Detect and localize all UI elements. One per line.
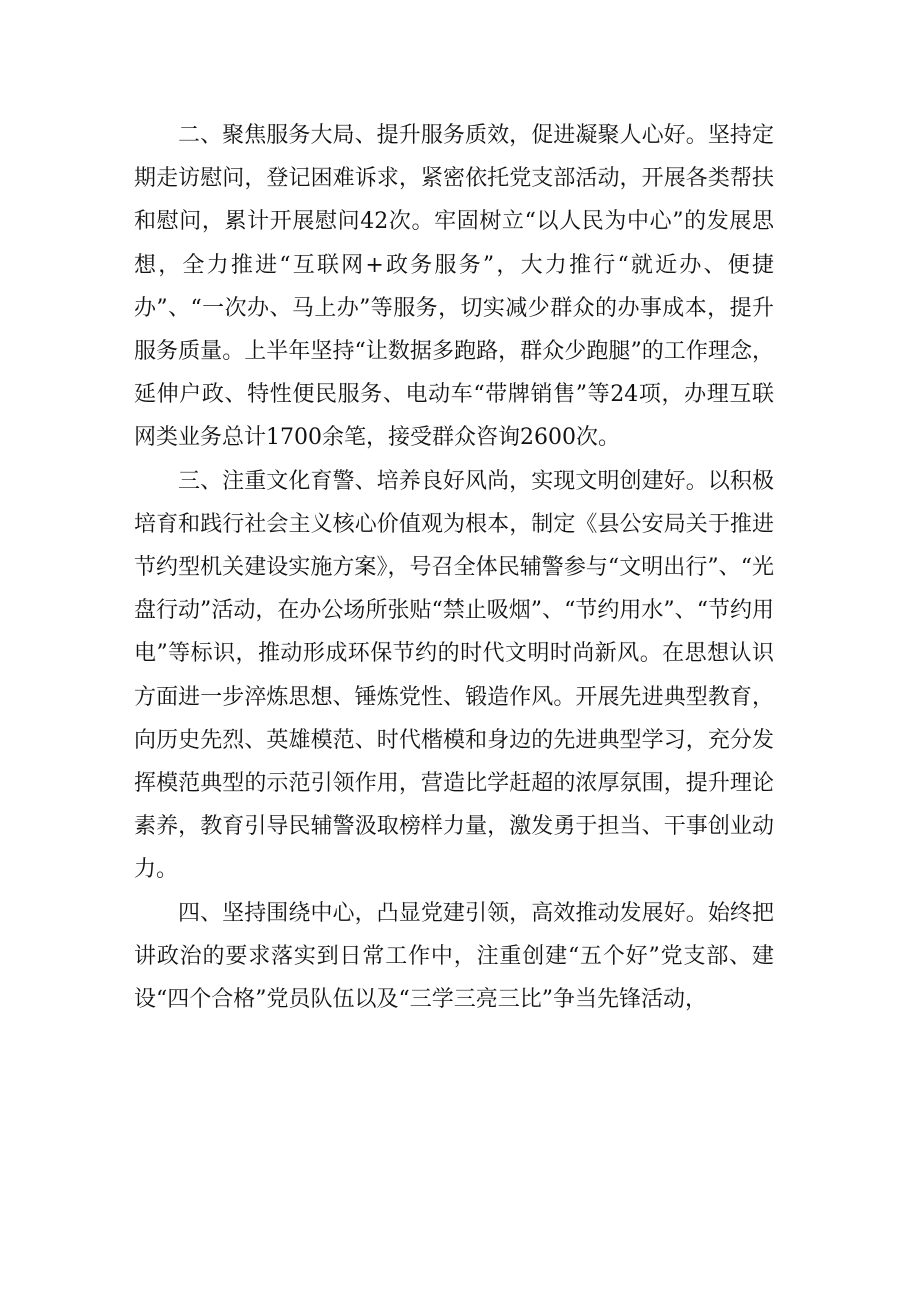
document-body [134,114,774,1021]
paragraph-culture: 三、注重文化育警、培养良好风尚，实现文明创建好。以积极培育和践行社会主义核心价值观为根本，制定《县公安局关于推进节约型机关建设实施方案》，号召全体民辅警参与“文明出行”、“光盘行动”活动，在办公场所张贴“禁止吸烟”、“节约用水”、“节约用电”等标识，推动形成环保节约的时代文明时尚新风。在思想认识方面进一步淬炼思想、锤炼党性、锻造作风。开展先进典型教育，向历史先烈、英雄模范、时代楷模和身边的先进典型学习，充分发挥模范典型的示范引领作用，营造比学赶超的浓厚氛围，提升理论素养，教育引导民辅警汲取榜样力量，激发勇于担当、干事创业动力。 [134,468,774,883]
paragraph-party-building: 四、坚持围绕中心，凸显党建引领，高效推动发展好。始终把讲政治的要求落实到日常工作中，注重创建“五个好”党支部、建设“四个合格”党员队伍以及“三学三亮三比”争当先锋活动， [134,900,774,1013]
paragraph-service: 二、聚焦服务大局、提升服务质效，促进凝聚人心好。坚持定期走访慰问，登记困难诉求，紧密依托党支部活动，开展各类帮扶和慰问，累计开展慰问42次。牢固树立“以人民为中心”的发展思想，全力推进“互联网+政务服务”，大力推行“就近办、便捷办”、“一次办、马上办”等服务，切实减少群众的办事成本，提升服务质量。上半年坚持“让数据多跑路，群众少跑腿”的工作理念，延伸户政、特性便民服务、电动车“带牌销售”等24项，办理互联网类业务总计1700余笔，接受群众咨询2600次。 [134,123,774,451]
